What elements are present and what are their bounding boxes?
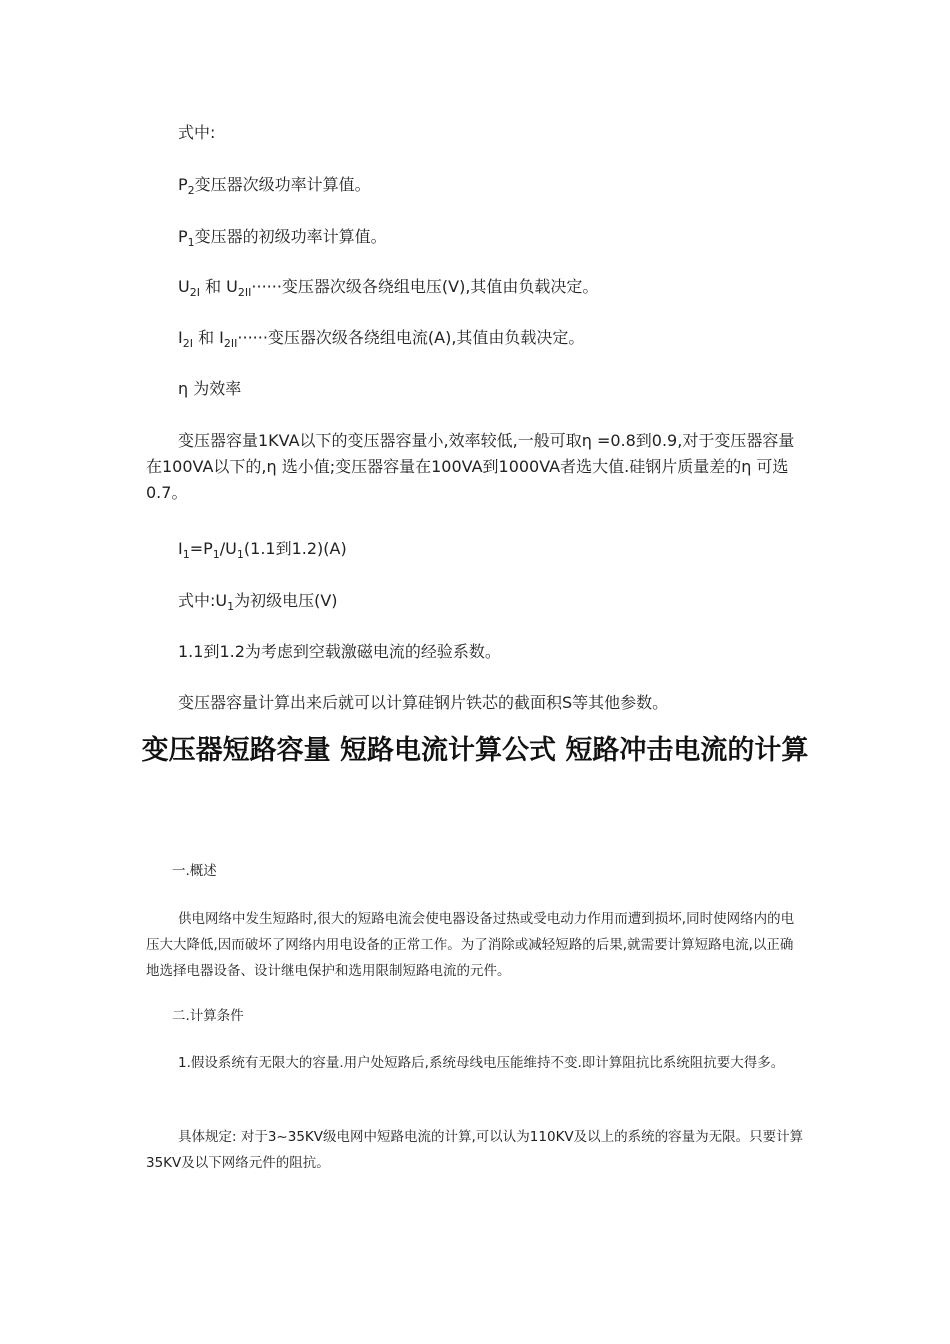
formula-i: I xyxy=(178,539,183,558)
i-and: 和 xyxy=(198,328,215,347)
i-text: ······变压器次级各绕组电流(A),其值由负载决定。 xyxy=(237,328,585,347)
formula-slash: /U xyxy=(219,539,237,558)
u-symbol-1: U xyxy=(178,277,190,296)
u2-definition xyxy=(178,274,838,300)
u-subscript-1: 2I xyxy=(189,286,200,299)
p1-subscript: 1 xyxy=(187,236,195,249)
formula-i-subscript: 1 xyxy=(182,548,190,561)
u-subscript-2: 2II xyxy=(237,286,252,299)
formula-eq: =P xyxy=(189,539,213,558)
p2-text: 变压器次级功率计算值。 xyxy=(194,175,371,194)
formula-u-subscript: 1 xyxy=(236,548,244,561)
formula-rest: (1.1到1.2)(A) xyxy=(243,539,347,558)
formula-p-subscript: 1 xyxy=(212,548,220,561)
section-heading: 变压器短路容量 短路电流计算公式 短路冲击电流的计算 xyxy=(141,735,809,766)
overview-paragraph: 供电网络中发生短路时,很大的短路电流会使电器设备过热或受电动力作用而遭到损坏,同时使网络内的电压大大降低,因而破坏了网络内用电设备的正常工作。为了消除或减轻短路的后果,就需要计算短路电流,以正确地选择电器设备、设计继电保护和选用限制短路电流的元件。 xyxy=(146,911,795,979)
u1-definition xyxy=(178,588,838,614)
after-calc-note: 变压器容量计算出来后就可以计算硅钢片铁芯的截面积S等其他参数。 xyxy=(178,693,669,712)
i-symbol-1: I xyxy=(178,328,183,347)
p2-symbol: P xyxy=(178,175,188,194)
i-subscript-1: 2I xyxy=(182,337,193,350)
u1-subscript: 1 xyxy=(227,600,235,613)
conditions-title: 二.计算条件 xyxy=(172,1008,244,1024)
p2-definition xyxy=(178,172,838,198)
shizhong-label: 式中: xyxy=(178,123,216,142)
u-symbol-2: U xyxy=(226,277,238,296)
i2-definition xyxy=(178,325,838,351)
p1-definition xyxy=(178,224,838,250)
u-text: ······变压器次级各绕组电压(V),其值由负载决定。 xyxy=(251,277,599,296)
p1-text: 变压器的初级功率计算值。 xyxy=(194,227,387,246)
condition-item-1: 1.假设系统有无限大的容量.用户处短路后,系统母线电压能维持不变.即计算阻抗比系统阻抗要大得多。 xyxy=(178,1055,785,1071)
i-symbol-2: I xyxy=(219,328,224,347)
eta-definition: η 为效率 xyxy=(178,379,242,398)
specific-rules: 具体规定: 对于3~35KV级电网中短路电流的计算,可以认为110KV及以上的系统的容量为无限。只要计算35KV及以下网络元件的阻抗。 xyxy=(146,1129,804,1171)
p2-subscript: 2 xyxy=(187,184,195,197)
coefficient-note: 1.1到1.2为考虑到空载激磁电流的经验系数。 xyxy=(178,642,501,661)
u-and: 和 xyxy=(205,277,222,296)
overview-title: 一.概述 xyxy=(172,863,217,879)
u1-prefix: 式中:U xyxy=(178,591,228,610)
capacity-paragraph: 变压器容量1KVA以下的变压器容量小,效率较低,一般可取η =0.8到0.9,对于变压器容量在100VA以下的,η 选小值;变压器容量在100VA到1000VA者选大值.硅钢片质量差的η 可选0.7。 xyxy=(146,431,795,502)
u1-text: 为初级电压(V) xyxy=(234,591,338,610)
current-formula xyxy=(178,536,838,562)
i-subscript-2: 2II xyxy=(223,337,238,350)
p1-symbol: P xyxy=(178,227,188,246)
